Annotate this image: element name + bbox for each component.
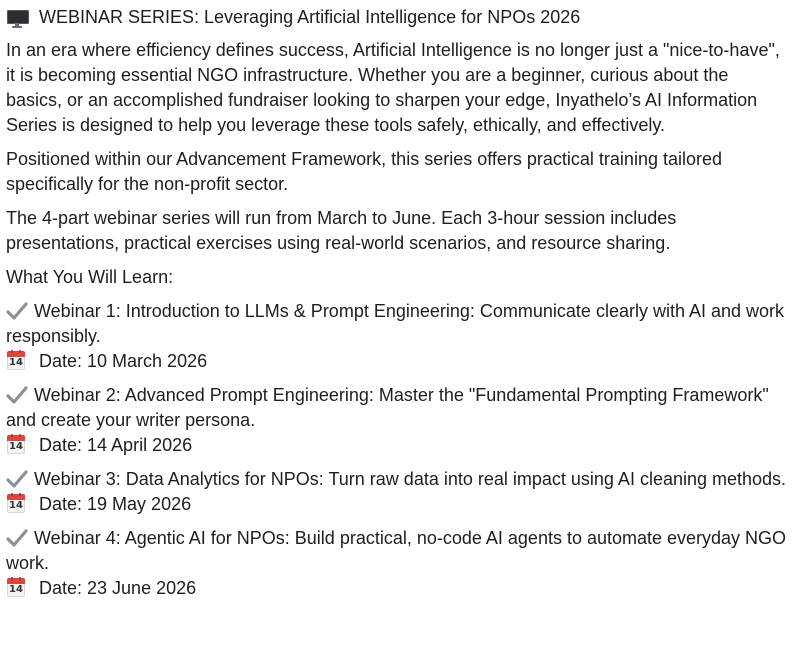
intro-paragraph: In an era where efficiency defines success, Artificial Intelligence is no longer just a "nice-to-have", it is becoming essential NGO infrastructure. Whether you are a beginner, curious about the basics, or an accomplished fundraiser looking to sharpen your edge, Inyathelo’s AI Information Series is designed to help you leverage these tools safely, ethically, and effectively. xyxy=(6,40,780,135)
webinar-date: Date: 10 March 2026 xyxy=(39,351,208,371)
post-title-line xyxy=(6,5,789,30)
webinar-date-line xyxy=(6,349,789,374)
check-mark-icon xyxy=(6,385,28,405)
calendar-icon: 14 xyxy=(6,493,26,514)
webinar-item xyxy=(6,467,789,517)
webinar-description: Webinar 4: Agentic AI for NPOs: Build practical, no-code AI agents to automate everyday NGO work. xyxy=(6,528,787,573)
webinar-description: Webinar 3: Data Analytics for NPOs: Turn raw data into real impact using AI cleaning methods. xyxy=(34,469,787,489)
calendar-icon: 14 xyxy=(6,350,26,371)
webinar-date: Date: 14 April 2026 xyxy=(39,435,193,455)
calendar-icon: 14 xyxy=(6,434,26,455)
webinar-date: Date: 23 June 2026 xyxy=(39,578,197,598)
post-title: WEBINAR SERIES: Leveraging Artificial Intelligence for NPOs 2026 xyxy=(39,7,581,27)
webinar-item xyxy=(6,526,789,601)
framework-paragraph: Positioned within our Advancement Framework, this series offers practical training tailored specifically for the non-profit sector. xyxy=(6,149,723,194)
check-mark-icon xyxy=(6,528,28,548)
desktop-monitor-icon xyxy=(6,8,28,28)
schedule-paragraph: The 4-part webinar series will run from March to June. Each 3-hour session includes presentations, practical exercises using real-world scenarios, and resource sharing. xyxy=(6,208,677,253)
webinar-date: Date: 19 May 2026 xyxy=(39,494,192,514)
webinar-item xyxy=(6,383,789,458)
check-mark-icon xyxy=(6,469,28,489)
webinar-date-line xyxy=(6,492,789,517)
check-mark-icon xyxy=(6,301,28,321)
webinar-description: Webinar 2: Advanced Prompt Engineering: Master the "Fundamental Prompting Framework" and create your writer persona. xyxy=(6,385,769,430)
webinar-description: Webinar 1: Introduction to LLMs & Prompt Engineering: Communicate clearly with AI and work responsibly. xyxy=(6,301,785,346)
calendar-icon: 14 xyxy=(6,577,26,598)
learn-heading: What You Will Learn: xyxy=(6,267,174,287)
webinar-item xyxy=(6,299,789,374)
webinar-date-line xyxy=(6,576,789,601)
webinar-date-line xyxy=(6,433,789,458)
